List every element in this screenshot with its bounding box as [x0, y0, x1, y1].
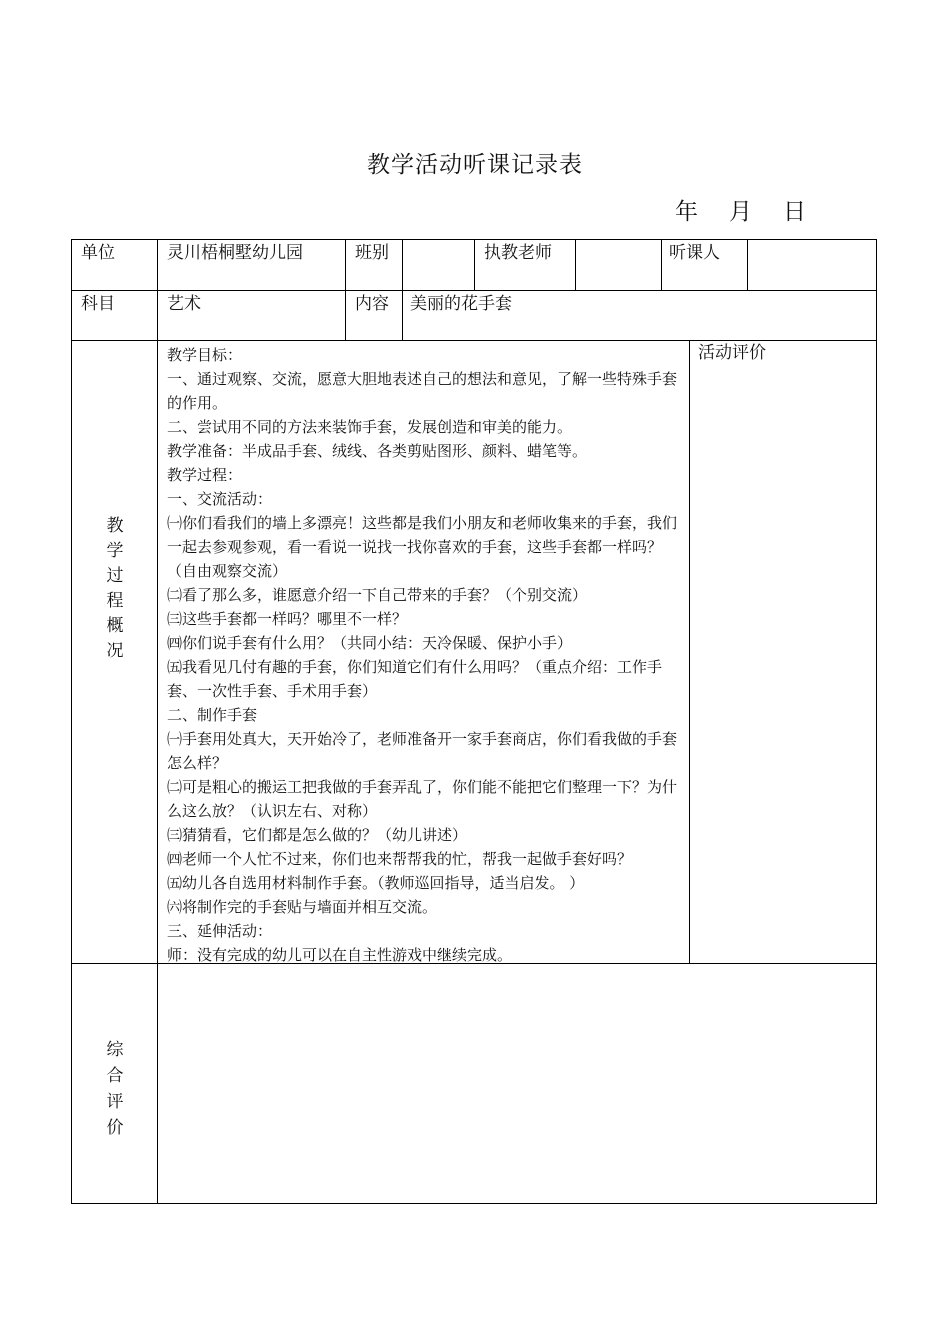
teacher-label: 执教老师	[484, 243, 552, 263]
process-label-char: 教	[106, 516, 124, 536]
process-line: 教学目标：	[167, 346, 243, 364]
col-divider-r1-e	[661, 239, 662, 291]
process-line: ㈤幼儿各自选用材料制作手套。（教师巡回指导，适当启发。 ）	[167, 874, 585, 892]
process-line: 一、交流活动：	[167, 490, 273, 508]
process-line: ㈣老师一个人忙不过来，你们也来帮帮我的忙，帮我一起做手套好吗？	[167, 850, 633, 868]
col-divider-r1-b	[402, 239, 403, 341]
process-line: ㈣你们说手套有什么用？（共同小结：天冷保暖、保护小手）	[167, 634, 573, 652]
summary-label	[105, 1037, 125, 1141]
process-label	[105, 514, 125, 664]
process-line: ㈢这些手套都一样吗？哪里不一样？	[167, 610, 408, 628]
process-content	[167, 343, 685, 967]
content-label: 内容	[355, 294, 389, 314]
table-border-left	[71, 239, 72, 1204]
unit-value: 灵川梧桐墅幼儿园	[167, 243, 303, 263]
process-line: 师：没有完成的幼儿可以在自主性游戏中继续完成。	[167, 946, 513, 964]
summary-label-char: 综	[106, 1040, 124, 1060]
process-line: 二、制作手套	[167, 706, 258, 724]
date-line	[675, 193, 813, 226]
process-line: ㈡看了那么多，谁愿意介绍一下自己带来的手套？（个别交流）	[167, 586, 588, 604]
row-divider-2	[71, 340, 877, 341]
summary-label-char: 价	[106, 1118, 124, 1138]
date-year-label: 年	[675, 199, 698, 225]
process-label-char: 学	[106, 541, 124, 561]
content-value: 美丽的花手套	[410, 294, 512, 314]
process-line: 教学准备：半成品手套、绒线、各类剪贴图形、颜料、蜡笔等。	[167, 442, 588, 460]
col-divider-r1-c	[474, 239, 475, 291]
class-label: 班别	[355, 243, 389, 263]
process-label-char: 概	[106, 616, 124, 636]
date-day-label: 日	[783, 199, 806, 225]
col-divider-eval	[689, 340, 690, 964]
col-divider-r1-d	[575, 239, 576, 291]
process-line: 一、通过观察、交流，愿意大胆地表述自己的想法和意见，了解一些特殊手套的作用。	[167, 370, 678, 412]
process-line: ㈤我看见几付有趣的手套，你们知道它们有什么用吗？（重点介绍：工作手套、一次性手套、手术用手套）	[167, 658, 663, 700]
process-line: ㈢猜猜看，它们都是怎么做的？（幼儿讲述）	[167, 826, 468, 844]
date-month-label: 月	[729, 199, 752, 225]
process-label-char: 况	[106, 641, 124, 661]
unit-label: 单位	[81, 243, 115, 263]
listener-label: 听课人	[669, 243, 720, 263]
summary-label-char: 合	[106, 1066, 124, 1086]
col-divider-r1-a	[345, 239, 346, 341]
process-line: ㈥将制作完的手套贴与墙面并相互交流。	[167, 898, 438, 916]
process-line: ㈠你们看我们的墙上多漂亮！这些都是我们小朋友和老师收集来的手套，我们一起去参观参观，看一看说一说找一找你喜欢的手套，这些手套都一样吗？（自由观察交流）	[167, 514, 678, 580]
process-line: 教学过程：	[167, 466, 243, 484]
subject-value: 艺术	[167, 294, 201, 314]
table-border-right	[876, 239, 877, 1204]
col-divider-label	[157, 239, 158, 1204]
process-line: 二、尝试用不同的方法来装饰手套，发展创造和审美的能力。	[167, 418, 573, 436]
page-title: 教学活动听课记录表	[367, 152, 583, 178]
activity-eval-label: 活动评价	[698, 343, 766, 363]
subject-label: 科目	[81, 294, 115, 314]
summary-label-char: 评	[106, 1092, 124, 1112]
process-label-char: 程	[106, 591, 124, 611]
process-label-char: 过	[106, 566, 124, 586]
process-line: ㈠手套用处真大，天开始冷了，老师准备开一家手套商店，你们看我做的手套怎么样？	[167, 730, 678, 772]
process-line: ㈡可是粗心的搬运工把我做的手套弄乱了，你们能不能把它们整理一下？为什么这么放？（认识左右、对称）	[167, 778, 678, 820]
process-line: 三、延伸活动：	[167, 922, 273, 940]
table-border-bottom	[71, 1203, 877, 1204]
summary-value[interactable]	[167, 972, 867, 1192]
col-divider-r1-f	[747, 239, 748, 291]
